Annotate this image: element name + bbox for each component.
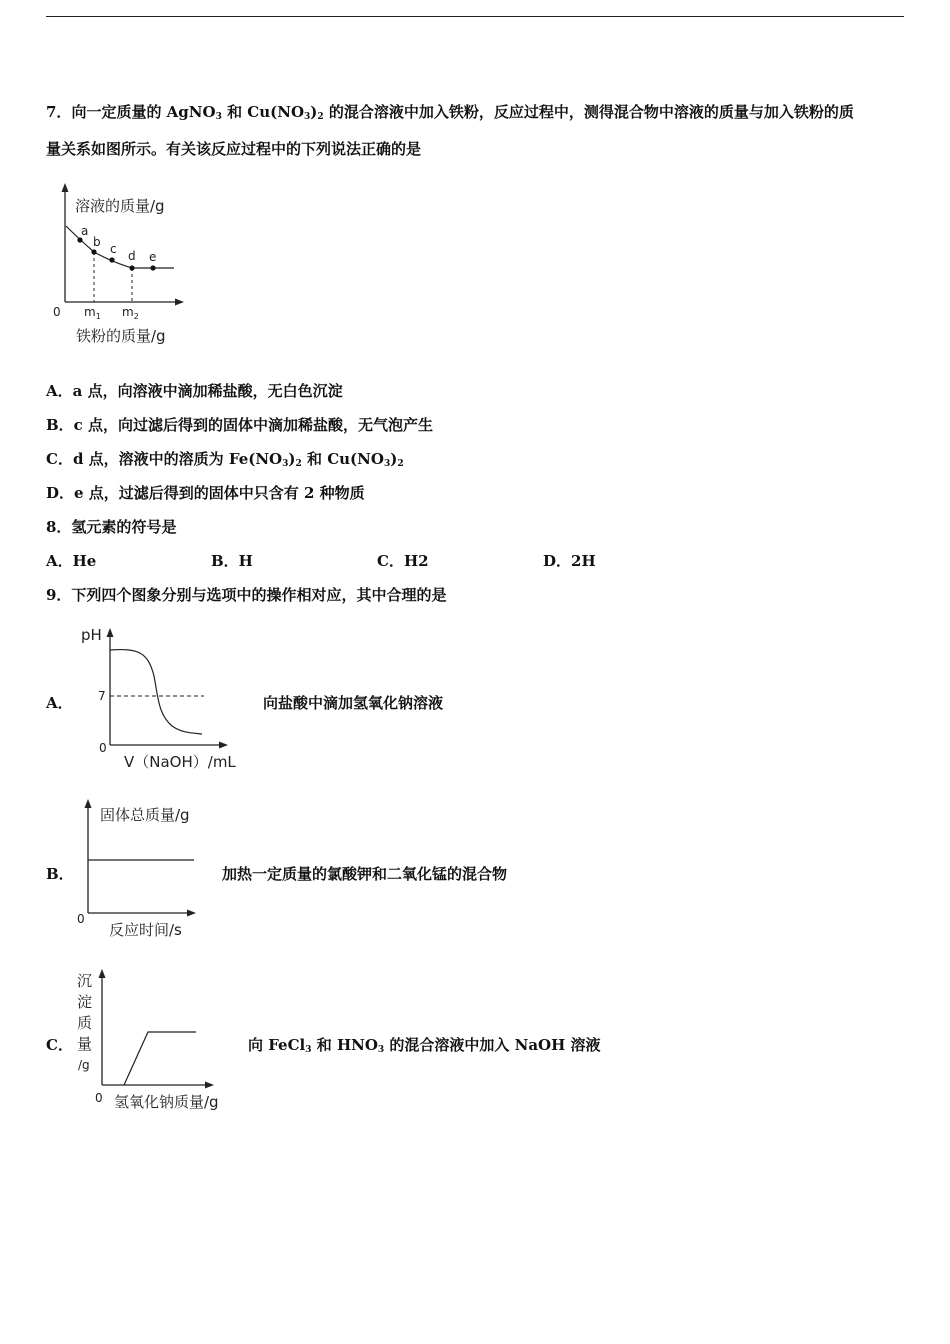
q9a-x-label: V（NaOH）/mL	[124, 753, 236, 771]
q9b-x-arrow	[187, 910, 196, 917]
q9b-y-label: 固体总质量/g	[100, 806, 190, 824]
q9a-origin: 0	[99, 741, 107, 755]
q9c-y-label-char: 量	[77, 1035, 93, 1053]
q7-option-a[interactable]: A．a 点，向溶液中滴加稀盐酸，无白色沉淀	[46, 382, 343, 400]
q7-point-b	[91, 249, 96, 254]
q7-reagent1: AgNO	[166, 103, 216, 121]
q7-text: 和	[221, 103, 248, 121]
q7-number: 7．	[46, 103, 72, 121]
q9-option-b-desc: 加热一定质量的氯酸钾和二氧化锰的混合物	[222, 865, 508, 883]
q7-y-label: 溶液的质量/g	[75, 197, 165, 215]
q7-label-b: b	[93, 235, 101, 249]
q9a-y-arrow	[107, 628, 114, 637]
q9a-x-arrow	[219, 742, 228, 749]
q7-label-e: e	[149, 250, 157, 264]
q7-graph	[48, 180, 208, 360]
q7-reagent2: )	[310, 103, 318, 121]
q9-option-a-desc: 向盐酸中滴加氢氧化钠溶液	[263, 694, 444, 712]
q7-tick-m2: $m_2$	[122, 305, 139, 321]
q7-stem-line1	[46, 102, 854, 122]
q9c-x-label: 氢氧化钠质量/g	[114, 1093, 219, 1111]
q7-x-arrow	[175, 299, 184, 306]
q7-origin: 0	[53, 305, 61, 319]
q7-reagent2: Cu(NO	[247, 103, 305, 121]
q7-tick-m1: $m_1$	[84, 305, 101, 321]
q9-a-graph	[76, 624, 256, 774]
q9-c-graph	[72, 965, 252, 1120]
q8-option-a[interactable]: A．He	[46, 552, 97, 570]
q9c-origin: 0	[95, 1091, 103, 1105]
q7-reagent1-sub: 3	[215, 112, 222, 122]
q7-y-arrow	[62, 183, 69, 192]
q7-option-c[interactable]: C．d 点，溶液中的溶质为 $Fe(NO_3)_2$ 和 $Cu(NO_3)_2$	[46, 450, 404, 469]
q7-label-d: d	[128, 249, 136, 263]
q9b-x-label: 反应时间/s	[109, 921, 182, 939]
q8-option-c[interactable]: C．H2	[377, 552, 429, 570]
q7-point-d	[129, 265, 134, 270]
q7-point-a	[77, 237, 82, 242]
q9-b-graph	[72, 795, 232, 945]
q7-option-b[interactable]: B．c 点，向过滤后得到的固体中滴加稀盐酸，无气泡产生	[46, 416, 434, 434]
q9c-y-label-char: 沉	[77, 972, 93, 990]
q9a-tick-7: 7	[98, 689, 106, 703]
q9c-y-label-char: 质	[77, 1014, 93, 1032]
q8-option-b[interactable]: B．H	[211, 552, 253, 570]
q9a-curve	[110, 650, 202, 734]
q7-stem-line2: 量关系如图所示。有关该反应过程中的下列说法正确的是	[46, 140, 422, 158]
q9-option-c-label[interactable]: C．	[46, 1036, 73, 1054]
q8-stem: 8．氢元素的符号是	[46, 518, 177, 536]
q8-option-d[interactable]: D．2H	[543, 552, 596, 570]
q7-text: 向一定质量的	[71, 103, 167, 121]
q9c-y-label-char: 淀	[77, 993, 93, 1011]
q9b-y-arrow	[85, 799, 92, 808]
q7-reagent2-sub: 3	[304, 112, 311, 122]
q7-point-c	[109, 257, 114, 262]
q9-option-b-label[interactable]: B．	[46, 865, 74, 883]
q9c-line	[124, 1032, 196, 1085]
q9-stem: 9．下列四个图象分别与选项中的操作相对应，其中合理的是	[46, 586, 447, 604]
q9c-y-label-char: /g	[78, 1058, 90, 1072]
q7-x-label: 铁粉的质量/g	[76, 327, 166, 345]
q9-option-a-label[interactable]: A．	[46, 694, 73, 712]
q7-text: 的混合溶液中加入铁粉，反应过程中，测得混合物中溶液的质量与加入铁粉的质	[323, 103, 854, 121]
q9a-y-label: pH	[81, 626, 102, 644]
q7-reagent2-sub: 2	[317, 112, 324, 122]
header-rule	[46, 16, 904, 17]
q7-point-e	[150, 265, 155, 270]
q9c-y-arrow	[99, 969, 106, 978]
q9b-origin: 0	[77, 912, 85, 926]
q7-label-a: a	[81, 224, 89, 238]
q9-option-c-desc: 向 FeCl$_3$ 和 $HNO_3$ 的混合溶液中加入 NaOH 溶液	[248, 1036, 601, 1055]
q7-label-c: c	[110, 242, 117, 256]
q9c-x-arrow	[205, 1082, 214, 1089]
q7-option-d[interactable]: D．e 点，过滤后得到的固体中只含有 2 种物质	[46, 484, 365, 502]
